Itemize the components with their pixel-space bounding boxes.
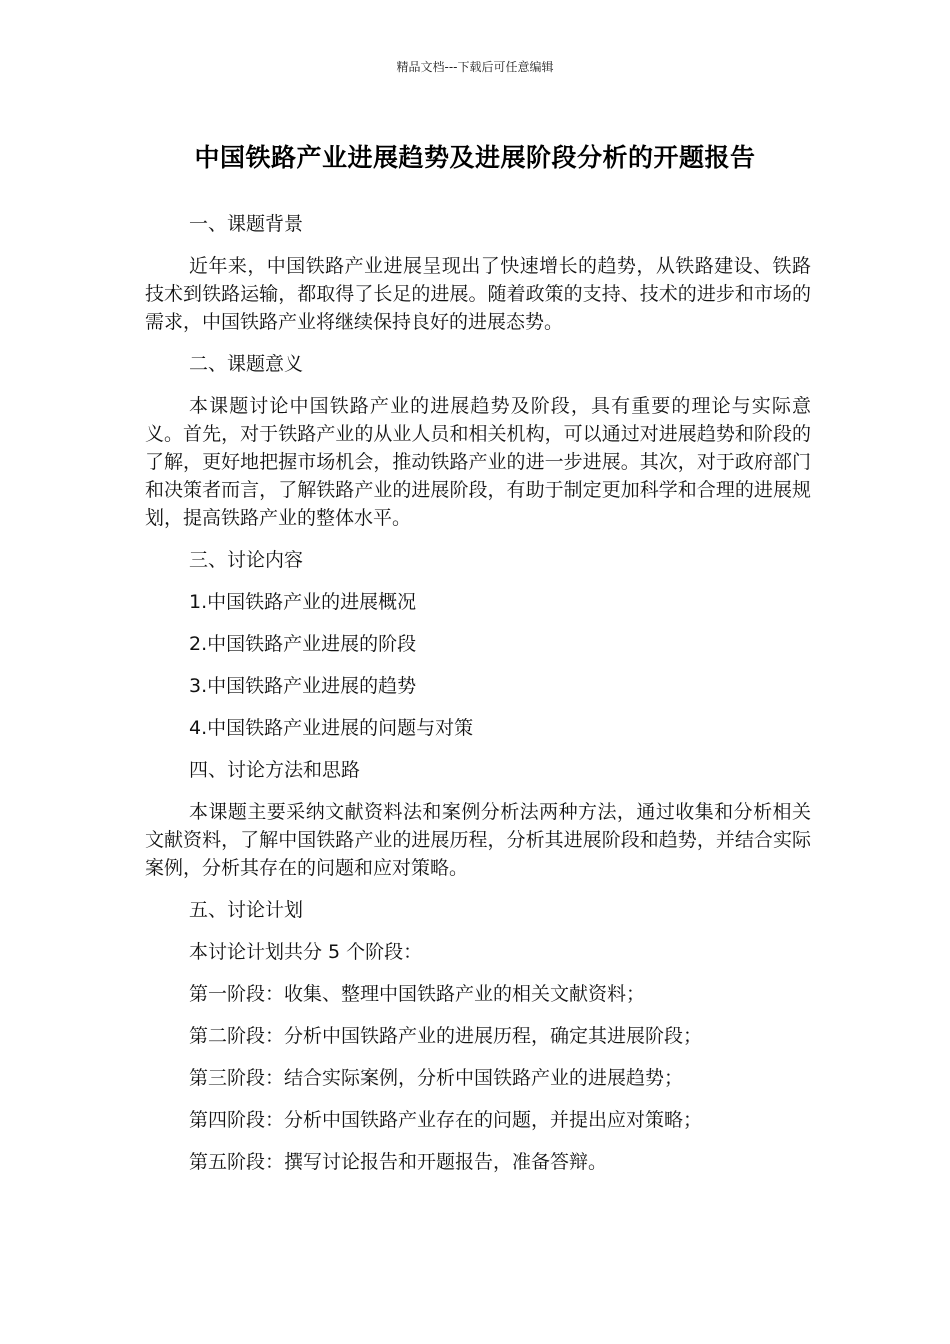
- content-item: 3.中国铁路产业进展的趋势: [189, 675, 417, 697]
- plan-stage-item: 第五阶段：撰写讨论报告和开题报告，准备答辩。: [189, 1151, 608, 1173]
- section-heading-methods: 四、讨论方法和思路: [189, 759, 361, 781]
- plan-stage-item: 第三阶段：结合实际案例，分析中国铁路产业的进展趋势；: [189, 1067, 684, 1089]
- paragraph-background: 近年来，中国铁路产业进展呈现出了快速增长的趋势，从铁路建设、铁路技术到铁路运输，都取得了长足的进展。随着政策的支持、技术的进步和市场的需求，中国铁路产业将继续保持良好的进展态势。: [145, 255, 811, 333]
- plan-stage-item: 第四阶段：分析中国铁路产业存在的问题，并提出应对策略；: [189, 1109, 703, 1131]
- document-title: 中国铁路产业进展趋势及进展阶段分析的开题报告: [194, 143, 756, 172]
- content-item: 2.中国铁路产业进展的阶段: [189, 633, 417, 655]
- section-heading-content: 三、讨论内容: [189, 549, 304, 571]
- content-item: 4.中国铁路产业进展的问题与对策: [189, 717, 474, 739]
- plan-intro: 本讨论计划共分 5 个阶段：: [189, 941, 423, 963]
- section-heading-background: 一、课题背景: [189, 213, 304, 235]
- paragraph-significance: 本课题讨论中国铁路产业的进展趋势及阶段，具有重要的理论与实际意义。首先，对于铁路产业的从业人员和相关机构，可以通过对进展趋势和阶段的了解，更好地把握市场机会，推动铁路产业的进一步进展。其次，对于政府部门和决策者而言，了解铁路产业的进展阶段，有助于制定更加科学和合理的进展规划，提高铁路产业的整体水平。: [145, 395, 811, 529]
- plan-stage-item: 第二阶段：分析中国铁路产业的进展历程，确定其进展阶段；: [189, 1025, 703, 1047]
- content-item: 1.中国铁路产业的进展概况: [189, 591, 417, 613]
- paragraph-methods: 本课题主要采纳文献资料法和案例分析法两种方法，通过收集和分析相关文献资料，了解中国铁路产业的进展历程，分析其进展阶段和趋势，并结合实际案例，分析其存在的问题和应对策略。: [145, 801, 811, 879]
- document-body: [145, 210, 811, 1190]
- section-heading-plan: 五、讨论计划: [189, 899, 304, 921]
- section-heading-significance: 二、课题意义: [189, 353, 304, 375]
- page-header: 精品文档---下载后可任意编辑: [396, 60, 554, 74]
- plan-stage-item: 第一阶段：收集、整理中国铁路产业的相关文献资料；: [189, 983, 646, 1005]
